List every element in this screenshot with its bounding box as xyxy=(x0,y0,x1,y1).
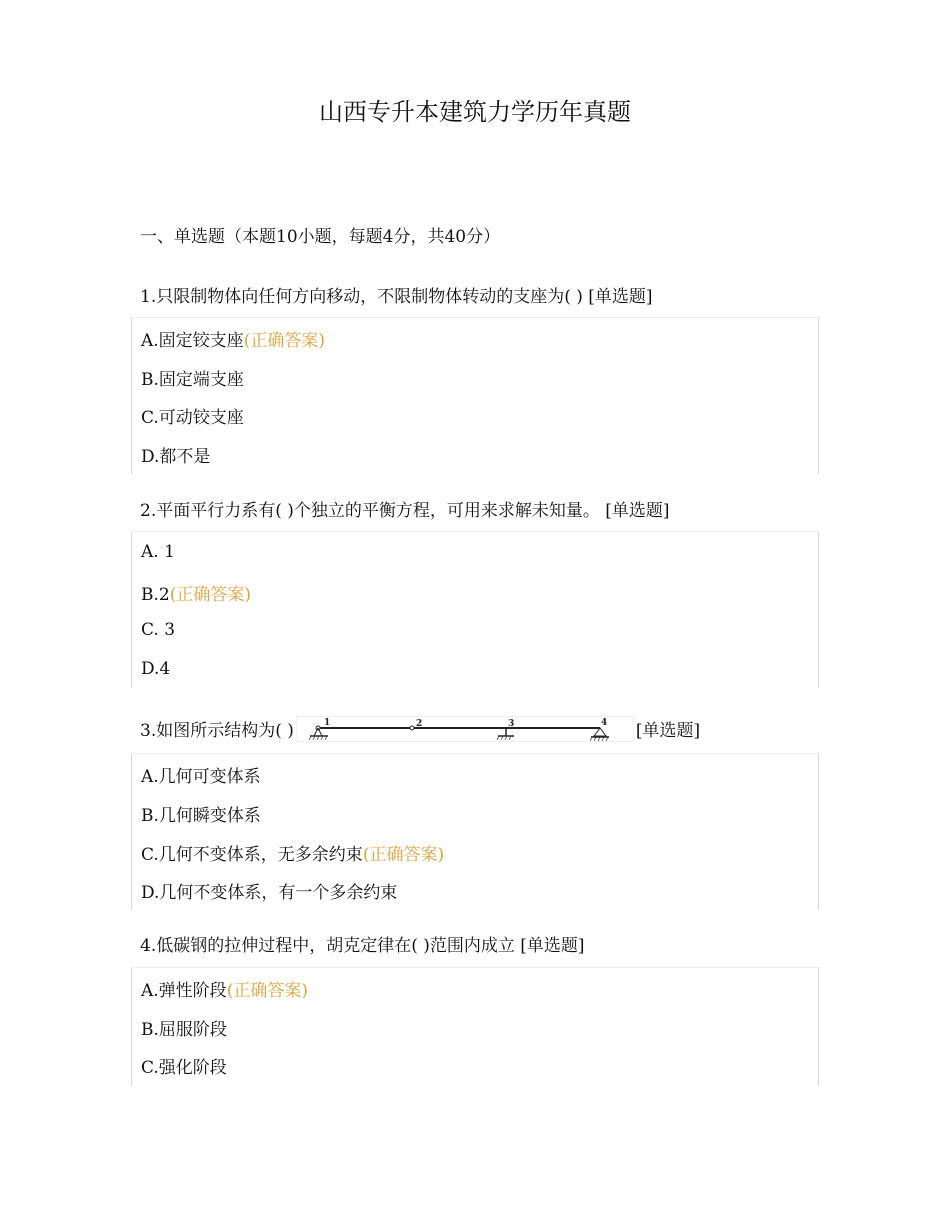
correct-answer-mark: (正确答案) xyxy=(169,585,251,605)
structure-figure xyxy=(296,716,634,747)
beam-structure-diagram xyxy=(296,716,634,742)
option-2d[interactable]: D.4 xyxy=(141,659,171,679)
question-4-options xyxy=(131,967,819,1086)
correct-answer-mark: (正确答案) xyxy=(226,981,308,1001)
question-2-options xyxy=(131,531,819,688)
correct-answer-mark: (正确答案) xyxy=(362,845,445,865)
question-1-options xyxy=(131,317,819,474)
option-3b[interactable]: B.几何瞬变体系 xyxy=(141,806,261,826)
option-2b[interactable]: B.2(正确答案) xyxy=(141,585,251,605)
option-2c[interactable]: C. 3 xyxy=(141,620,176,640)
correct-answer-mark: (正确答案) xyxy=(243,331,325,351)
page-title: 山西专升本建筑力学历年真题 xyxy=(319,98,631,126)
option-1b[interactable]: B.固定端支座 xyxy=(141,370,244,390)
question-4-stem: 4.低碳钢的拉伸过程中，胡克定律在( )范围内成立 [单选题] xyxy=(140,936,585,956)
option-4a[interactable]: A.弹性阶段(正确答案) xyxy=(141,981,308,1001)
section-heading: 一、单选题（本题10小题，每题4分，共40分） xyxy=(140,227,501,247)
figure-label-4: 4 xyxy=(600,718,608,728)
option-3c[interactable]: C.几何不变体系，无多余约束(正确答案) xyxy=(141,845,445,865)
figure-label-2: 2 xyxy=(415,719,423,729)
option-4c[interactable]: C.强化阶段 xyxy=(141,1058,227,1078)
option-1a[interactable]: A.固定铰支座(正确答案) xyxy=(141,331,325,351)
option-2a[interactable]: A. 1 xyxy=(141,542,175,562)
question-3-stem: 3.如图所示结构为( ) 1 2 3 4 [单选题] xyxy=(140,716,700,747)
figure-label-3: 3 xyxy=(507,719,515,729)
option-1d[interactable]: D.都不是 xyxy=(141,447,211,467)
option-1c[interactable]: C.可动铰支座 xyxy=(141,408,244,428)
option-3a[interactable]: A.几何可变体系 xyxy=(141,767,261,787)
question-3-options xyxy=(131,753,819,910)
option-4b[interactable]: B.屈服阶段 xyxy=(141,1020,227,1040)
figure-label-1: 1 xyxy=(323,718,331,728)
question-1-stem: 1.只限制物体向任何方向移动，不限制物体转动的支座为( ) [单选题] xyxy=(140,287,653,307)
question-2-stem: 2.平面平行力系有( )个独立的平衡方程，可用来求解未知量。 [单选题] xyxy=(140,501,670,521)
option-3d[interactable]: D.几何不变体系，有一个多余约束 xyxy=(141,883,398,903)
